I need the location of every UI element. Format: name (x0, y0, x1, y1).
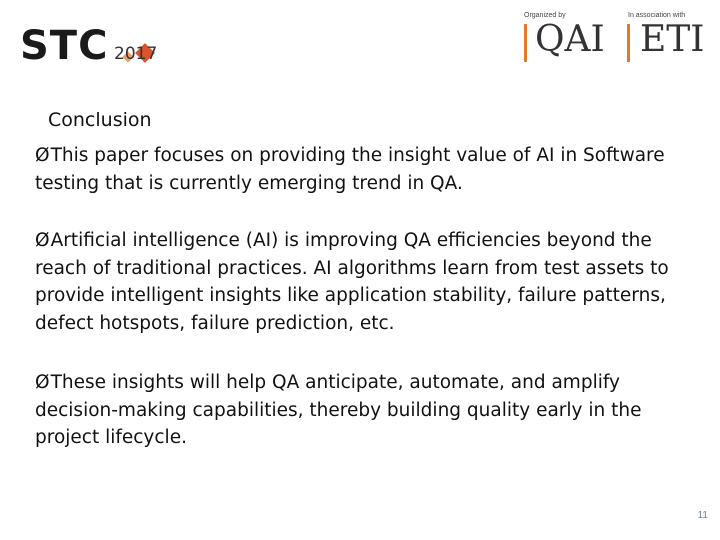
qai-logo: QAI (535, 19, 605, 60)
arrow-bullet-icon: Ø (35, 372, 50, 393)
bullet-text: These insights will help QA anticipate, automate, and amplify decision-making capabilities, thereby building quality early in the project lifecycle. (35, 372, 642, 448)
stc-2017-logo (20, 22, 180, 69)
logo-text: STC (20, 23, 109, 69)
bullet-item (35, 142, 675, 197)
page-number: 11 (697, 510, 708, 521)
arrow-bullet-icon: Ø (35, 145, 50, 166)
bullet-item (35, 227, 675, 337)
bullet-item (35, 369, 675, 452)
divider-bar (627, 24, 630, 62)
arrow-bullet-icon: Ø (35, 230, 50, 251)
slide-title: Conclusion (48, 109, 152, 131)
organized-by-label: Organized by (524, 12, 566, 19)
bullet-text: This paper focuses on providing the insight value of AI in Software testing that is currently emerging trend in QA. (35, 145, 665, 194)
eti-logo: ETI (640, 19, 705, 60)
logo-year: 2017 (114, 44, 158, 64)
divider-bar (524, 24, 527, 62)
bullet-text: Artificial intelligence (AI) is improving QA efficiencies beyond the reach of traditional practices. AI algorithms learn from test assets to provide intelligent insights like application stability, failure patterns, defect hotspots, failure prediction, etc. (35, 230, 669, 334)
association-label: In association with (628, 12, 686, 19)
